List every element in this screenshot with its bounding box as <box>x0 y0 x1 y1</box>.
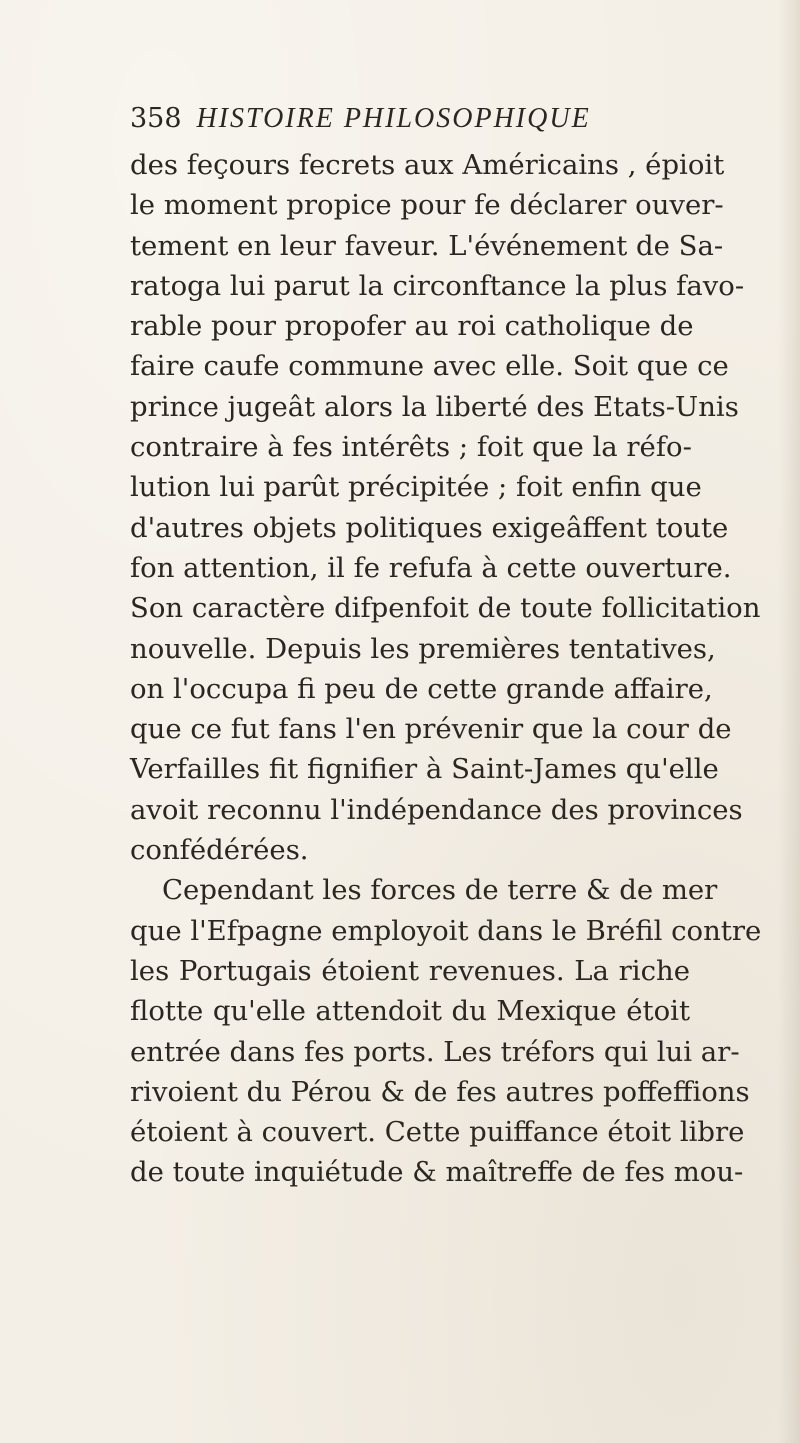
text-line: rable pour propofer au roi catholique de <box>130 310 694 343</box>
text-line: lution lui parût précipitée ; foit enfin que <box>130 471 702 504</box>
text-line: que ce fut fans l'en prévenir que la cour de <box>130 713 732 746</box>
text-line: Son caractère difpenfoit de toute follicitation <box>130 592 761 625</box>
running-title: HISTOIRE PHILOSOPHIQUE <box>196 103 591 134</box>
text-line: avoit reconnu l'indépendance des provinces <box>130 793 743 826</box>
text-line: fon attention, il fe refufa à cette ouverture. <box>130 551 732 584</box>
text-line: Cependant les forces de terre & de mer <box>162 874 718 907</box>
text-line: prince jugeât alors la liberté des Etats-Unis <box>130 390 739 423</box>
body-text <box>130 145 762 1193</box>
text-line: Verfailles fit fignifier à Saint-James qu'elle <box>130 753 719 786</box>
text-line: rivoient du Pérou & de fes autres poffeffions <box>130 1075 750 1108</box>
page-number: 358 <box>130 103 182 134</box>
text-line: que l'Efpagne employoit dans le Bréfil contre <box>130 914 762 947</box>
page-edge-shadow <box>778 0 800 1443</box>
text-line: nouvelle. Depuis les premières tentatives, <box>130 632 716 665</box>
text-line: contraire à fes intérêts ; foit que la réfo- <box>130 431 692 464</box>
text-line: le moment propice pour fe déclarer ouver- <box>130 189 724 222</box>
running-head <box>130 98 690 138</box>
text-line: d'autres objets politiques exigeâffent toute <box>130 511 729 544</box>
text-line: étoient à couvert. Cette puiffance étoit libre <box>130 1116 745 1149</box>
text-line: flotte qu'elle attendoit du Mexique étoit <box>130 995 690 1028</box>
text-line: des feçours fecrets aux Américains , épioit <box>130 149 725 181</box>
text-line: faire caufe commune avec elle. Soit que ce <box>130 350 729 383</box>
text-line: confédérées. <box>130 834 309 867</box>
text-line: on l'occupa fi peu de cette grande affaire, <box>130 672 713 705</box>
text-line: de toute inquiétude & maîtreffe de fes mou- <box>130 1156 744 1189</box>
text-line: tement en leur faveur. L'événement de Sa- <box>130 229 724 262</box>
text-line: ratoga lui parut la circonftance la plus favo- <box>130 269 745 302</box>
text-line: les Portugais étoient revenues. La riche <box>130 954 690 987</box>
text-line: entrée dans fes ports. Les tréfors qui lui ar- <box>130 1035 740 1068</box>
